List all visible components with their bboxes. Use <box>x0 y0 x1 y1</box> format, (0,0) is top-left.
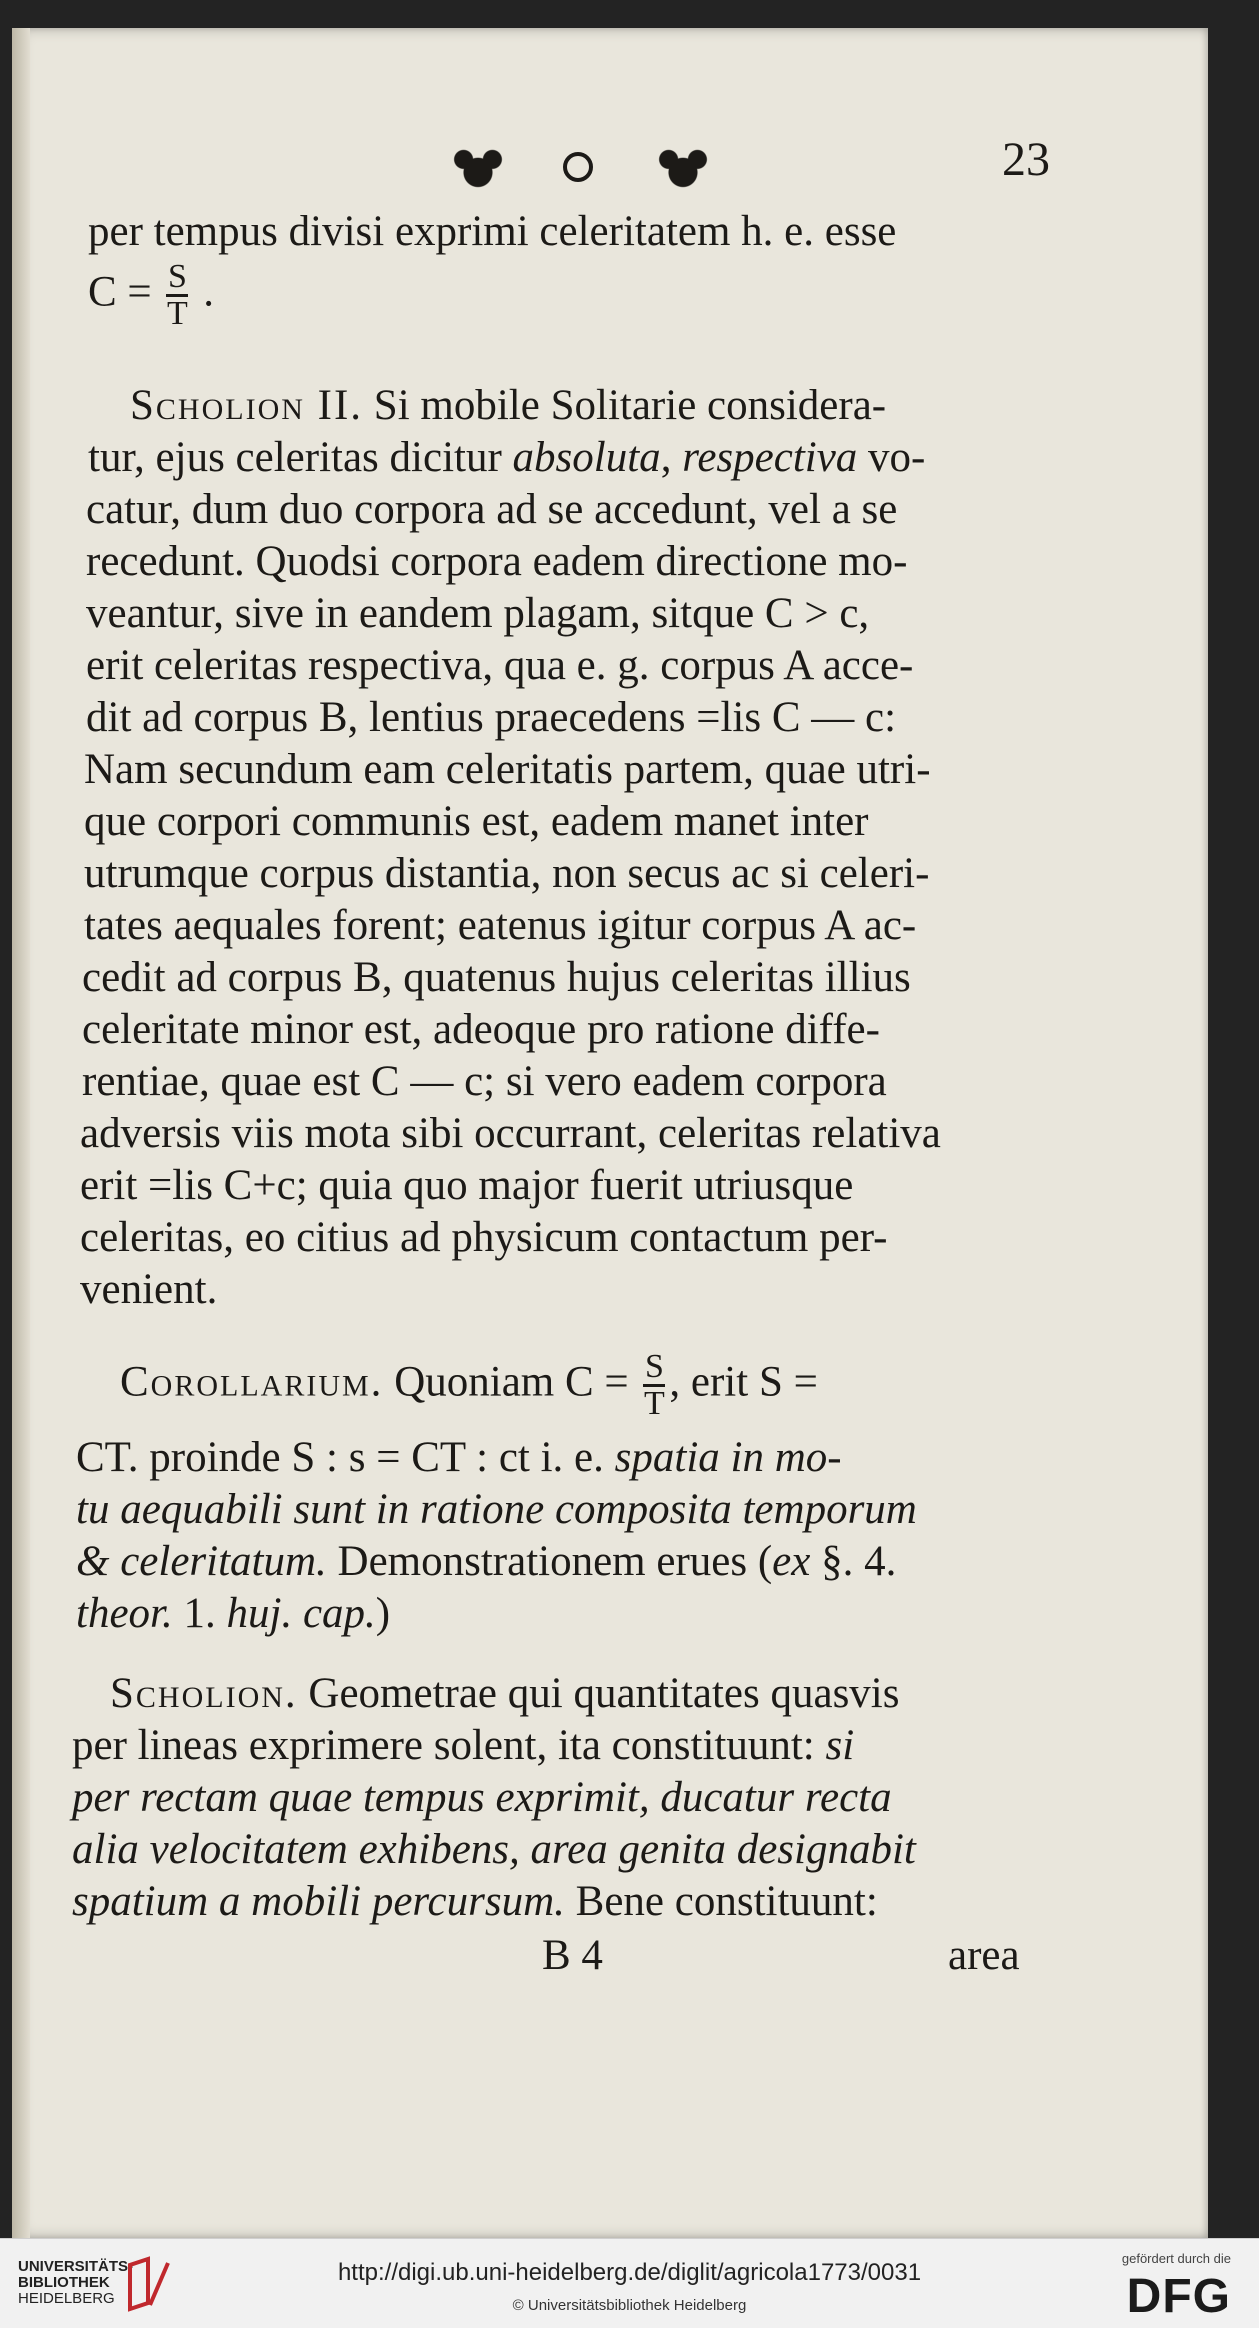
italic-term: si <box>825 1722 855 1769</box>
text-line <box>76 1484 917 1536</box>
fraction-denominator: T <box>167 295 188 332</box>
section-heading: Scholion. <box>110 1670 298 1717</box>
text-span: per lineas exprimere solent, ita constituunt: <box>72 1722 826 1769</box>
text-line: que corpori communis est, eadem manet inter <box>84 798 869 845</box>
text-line: Nam secundum eam celeritatis partem, quae utri- <box>84 746 931 793</box>
italic-term: alia velocitatem exhibens, area genita designabit <box>72 1826 916 1873</box>
section-heading: Corollarium. <box>120 1358 384 1406</box>
text-line <box>76 1588 390 1640</box>
formula-lhs: C = <box>88 268 152 316</box>
viewer-footer <box>0 2238 1259 2328</box>
text-span: vo- <box>857 434 926 481</box>
fraction-numerator: S <box>644 1348 664 1385</box>
text-line: cedit ad corpus B, quatenus hujus celeritas illius <box>82 954 911 1001</box>
logo-line: UNIVERSITÄTS- <box>18 2258 134 2275</box>
text-span: §. 4. <box>810 1538 897 1585</box>
text-span: Geometrae qui quantitates quasvis <box>297 1670 900 1717</box>
text-line <box>130 380 886 432</box>
text-line: tates aequales forent; eatenus igitur corpus A ac- <box>84 902 917 949</box>
text-line <box>76 1432 842 1484</box>
text-line: celeritas, eo citius ad physicum contactum per- <box>80 1214 888 1261</box>
text-line: recedunt. Quodsi corpora eadem directione mo- <box>86 538 908 585</box>
text-line: erit =lis C+c; quia quo major fuerit utriusque <box>80 1162 854 1209</box>
text-line <box>72 1720 854 1772</box>
formula-line <box>88 258 214 332</box>
section-heading: Scholion II. <box>130 382 364 429</box>
text-span: Demonstrationem erues ( <box>326 1538 773 1585</box>
text-span: Si mobile Solitarie considera- <box>363 382 887 429</box>
text-span: tur, ejus celeritas dicitur <box>88 434 513 481</box>
text-span: , erit S = <box>669 1358 818 1406</box>
italic-term: & celeritatum. <box>76 1538 327 1585</box>
italic-term: ex <box>772 1538 811 1585</box>
text-line <box>76 1536 896 1588</box>
permalink[interactable]: http://digi.ub.uni-heidelberg.de/diglit/agricola1773/0031 <box>337 2259 922 2286</box>
italic-term: respectiva <box>682 434 858 481</box>
italic-term: spatium a mobili percursum. <box>72 1878 565 1925</box>
text-line: celeritate minor est, adeoque pro ratione diffe- <box>82 1006 880 1053</box>
text-line: veantur, sive in eandem plagam, sitque C > c, <box>86 590 870 637</box>
text-line: erit celeritas respectiva, qua e. g. corpus A acce- <box>86 642 914 689</box>
signature-mark: B 4 <box>542 1932 603 1979</box>
text-line: catur, dum duo corpora ad se accedunt, vel a se <box>86 486 898 533</box>
text-line <box>88 206 896 258</box>
formula-end: . <box>203 268 214 316</box>
text-span: CT. proinde S : s = CT : ct i. e. <box>76 1434 615 1481</box>
text-line: rentiae, quae est C — c; si vero eadem corpora <box>82 1058 887 1105</box>
italic-term: huj. cap. <box>226 1590 376 1637</box>
copyright-notice: © Universitätsbibliothek Heidelberg <box>512 2297 747 2314</box>
text-line <box>72 1876 878 1928</box>
italic-term: absoluta <box>512 434 661 481</box>
text-span: ) <box>375 1590 391 1637</box>
logo-line: HEIDELBERG <box>18 2290 115 2307</box>
fraction-denominator: T <box>644 1385 665 1422</box>
logo-line: BIBLIOTHEK <box>18 2274 110 2291</box>
text-line <box>110 1668 900 1720</box>
text-line <box>72 1772 892 1824</box>
text-line: utrumque corpus distantia, non secus ac si celeri- <box>84 850 930 897</box>
catchword: area <box>948 1932 1020 1979</box>
text-line: venient. <box>80 1266 218 1313</box>
italic-term: tu aequabili sunt in ratione composita temporum <box>76 1486 917 1533</box>
italic-term: theor. <box>76 1590 173 1637</box>
fraction <box>643 1348 665 1422</box>
page-number: 23 <box>1002 133 1050 186</box>
text-line <box>88 432 925 484</box>
dfg-tagline: gefördert durch die <box>1121 2251 1231 2266</box>
text-span: 1. <box>172 1590 227 1637</box>
text-line: adversis viis mota sibi occurrant, celeritas relativa <box>80 1110 941 1157</box>
fraction-numerator: S <box>167 258 187 295</box>
text-line: dit ad corpus B, lentius praecedens =lis C — c: <box>86 694 897 741</box>
italic-term: spatia in mo- <box>614 1434 842 1481</box>
dfg-logo[interactable]: DFG <box>1126 2270 1231 2323</box>
text-span: Quoniam C = <box>383 1358 640 1406</box>
text-line <box>72 1824 916 1876</box>
text-span: , <box>660 434 683 481</box>
intro-line: per tempus divisi exprimi celeritatem h. e. esse <box>88 208 897 255</box>
fraction <box>166 258 188 332</box>
text-line <box>120 1348 818 1422</box>
text-span: Bene constituunt: <box>564 1878 878 1925</box>
italic-term: per rectam quae tempus exprimit, ducatur recta <box>72 1774 892 1821</box>
